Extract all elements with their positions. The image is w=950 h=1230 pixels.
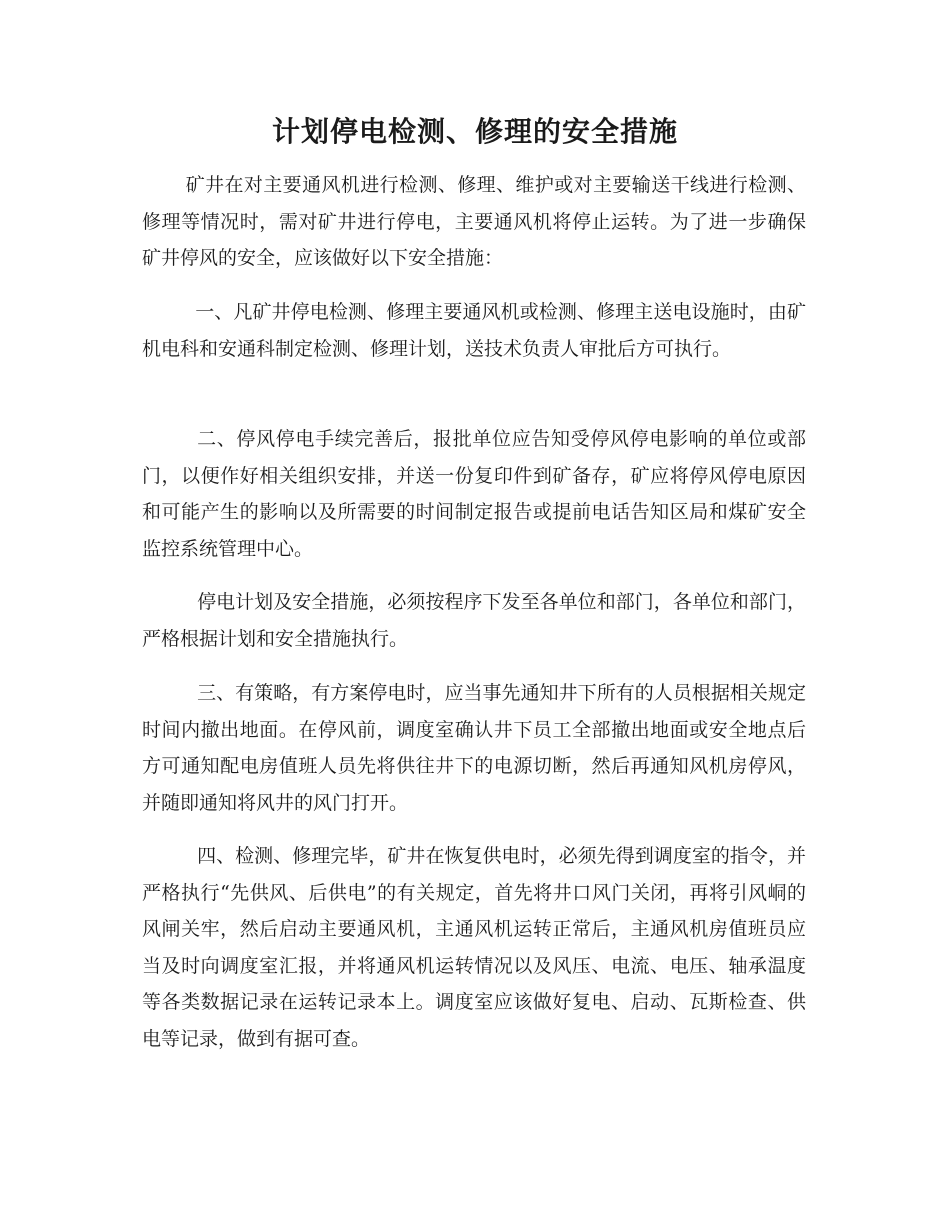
- document-title: 计划停电检测、修理的安全措施: [271, 115, 678, 148]
- paragraph-item-1: 一、凡矿井停电检测、修理主要通风机或检测、修理主送电设施时，由矿机电科和安通科制定检测、修理计划，送技术负责人审批后方可执行。: [142, 301, 806, 360]
- paragraph-item-2-supplement: 停电计划及安全措施，必须按程序下发至各单位和部门，各单位和部门，严格根据计划和安全措施执行。: [142, 591, 806, 650]
- paragraph-item-3: 三、有策略，有方案停电时，应当事先通知井下所有的人员根据相关规定时间内撤出地面。在停风前，调度室确认井下员工全部撤出地面或安全地点后方可通知配电房值班人员先将供往井下的电源切断，然后再通知风机房停风，并随即通知将风井的风门打开。: [142, 682, 806, 814]
- paragraph-item-4: 四、检测、修理完毕，矿井在恢复供电时，必须先得到调度室的指令，并严格执行“先供风、后供电”的有关规定，首先将井口风门关闭，再将引风峒的风闸关牢，然后启动主要通风机，主通风机运转正常后，主通风机房值班员应当及时向调度室汇报，并将通风机运转情况以及风压、电流、电压、轴承温度等各类数据记录在运转记录本上。调度室应该做好复电、启动、瓦斯检查、供电等记录，做到有据可查。: [142, 845, 806, 1050]
- intro-paragraph: 矿井在对主要通风机进行检测、修理、维护或对主要输送干线进行检测、修理等情况时，需对矿井进行停电，主要通风机将停止运转。为了进一步确保矿井停风的安全，应该做好以下安全措施：: [142, 174, 806, 269]
- paragraph-item-2: 二、停风停电手续完善后，报批单位应告知受停风停电影响的单位或部门，以便作好相关组织安排，并送一份复印件到矿备存，矿应将停风停电原因和可能产生的影响以及所需要的时间制定报告或提前电话告知区局和煤矿安全监控系统管理中心。: [142, 428, 806, 560]
